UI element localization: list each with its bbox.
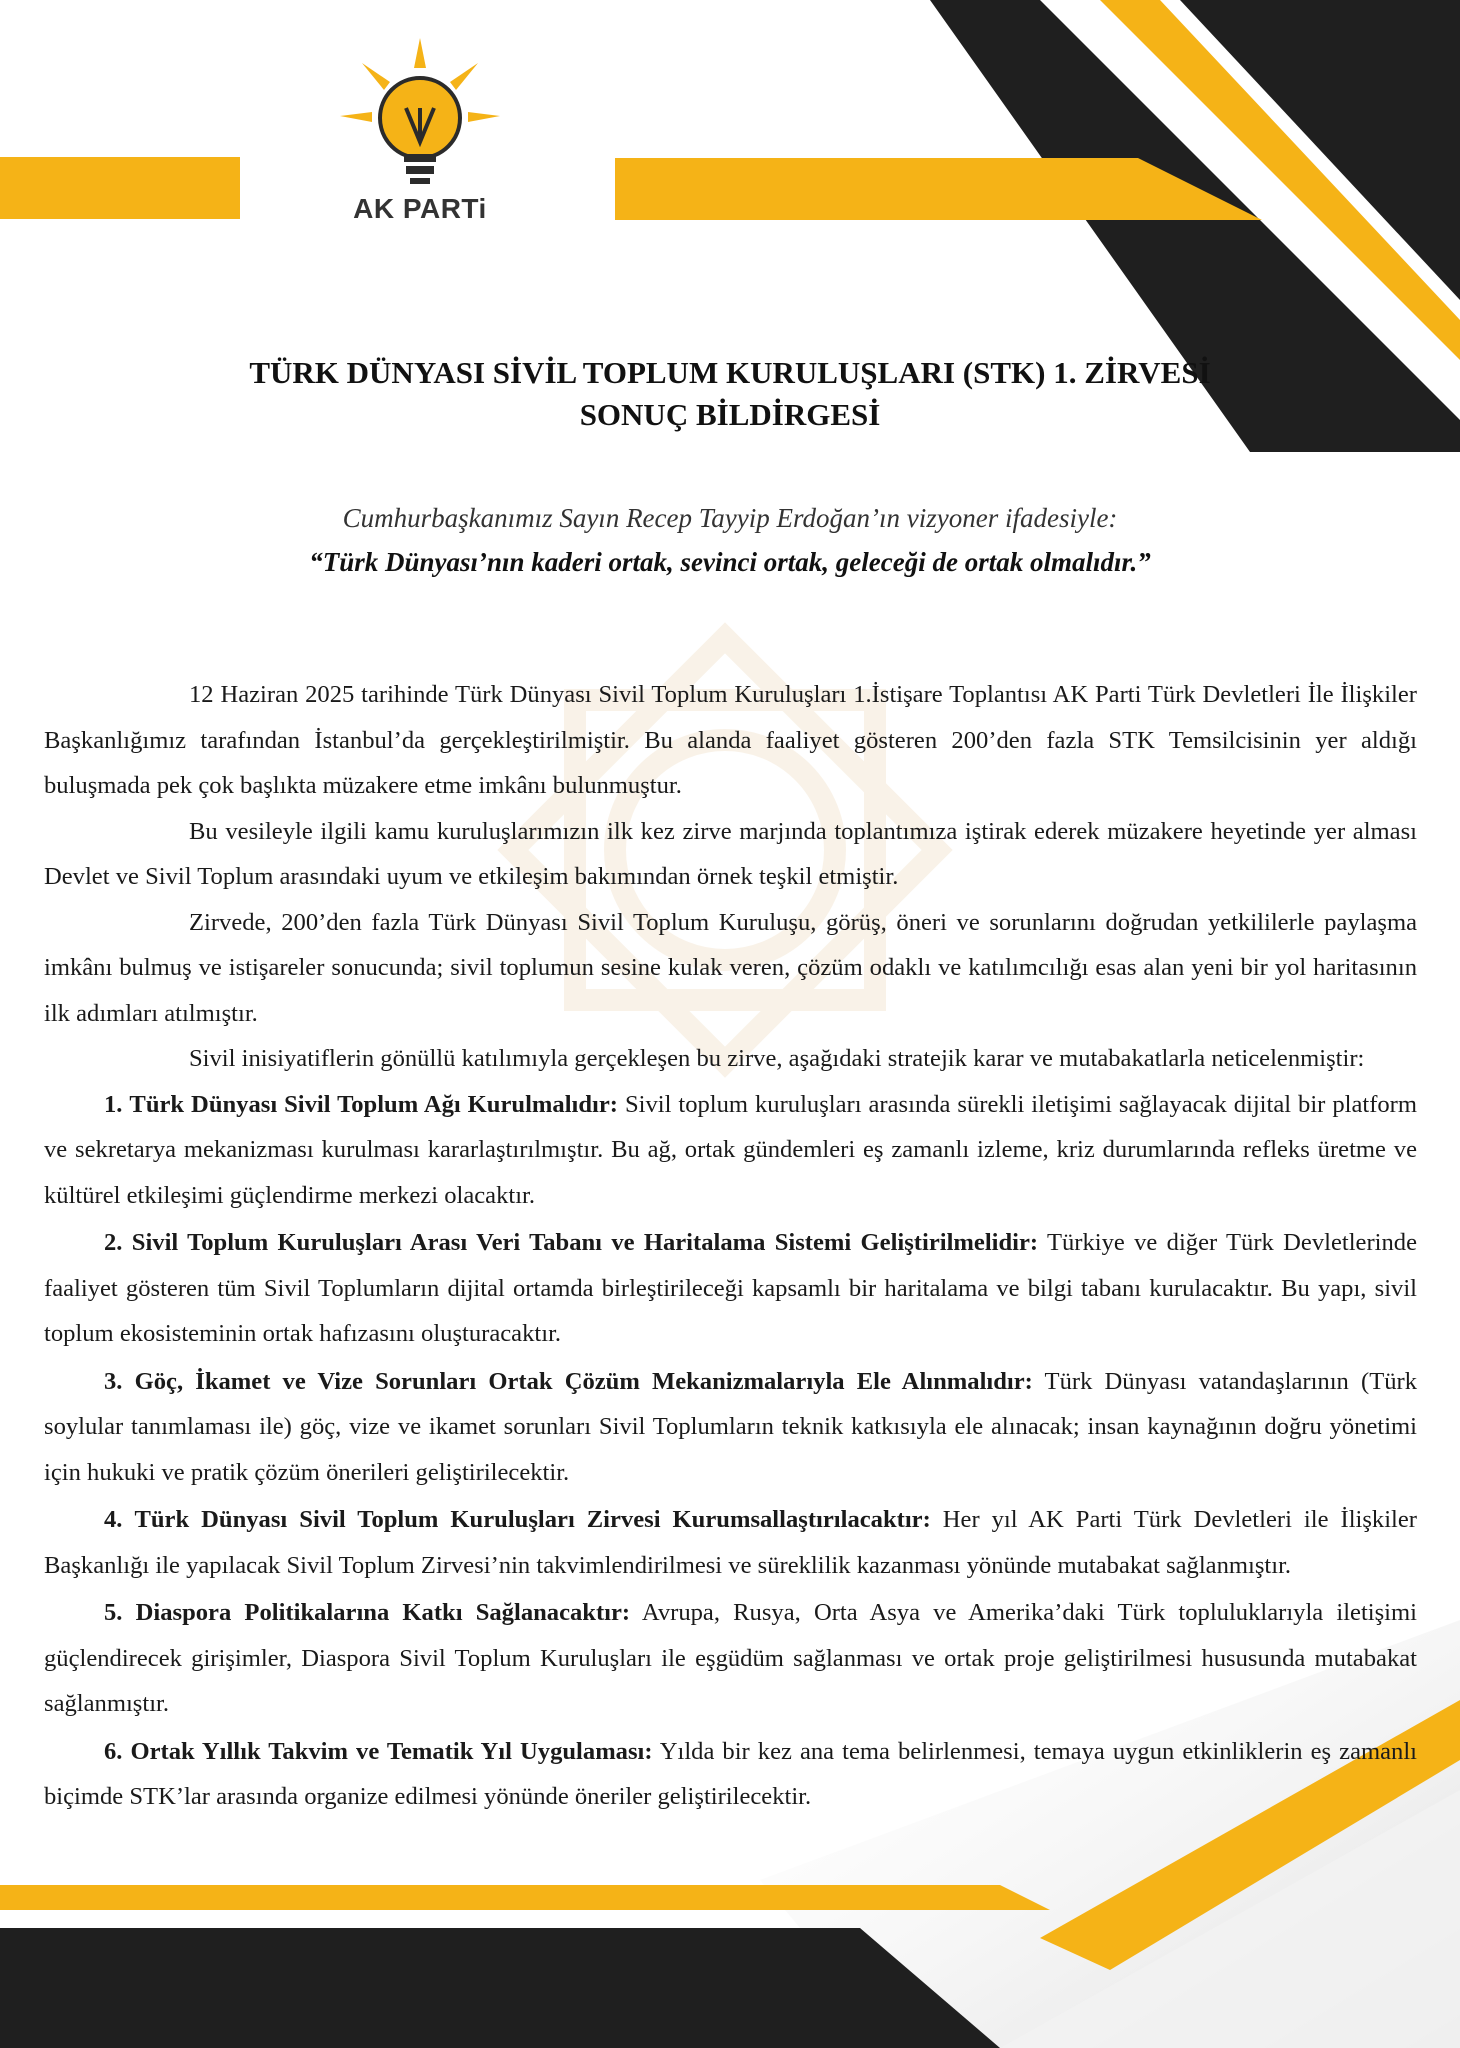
title-line-1: TÜRK DÜNYASI SİVİL TOPLUM KURULUŞLARI (STK) 1. ZİRVESİ	[249, 355, 1211, 390]
list-item	[44, 1220, 1417, 1357]
item-text: Türkiye ve diğer Türk Devletlerinde faaliyet gösteren tüm Sivil Toplumların dijital ortamda birleştirileceği kapsamlı bir haritalama ve bilgi tabanı kurulacaktır. Bu yapı, sivil toplum ekosisteminin ortak hafızasını oluşturacaktır.	[44, 1229, 1417, 1347]
list-item	[44, 1082, 1417, 1219]
logo-text: AK PARTi	[353, 193, 487, 224]
quote-intro: Cumhurbaşkanımız Sayın Recep Tayyip Erdoğan’ın vizyoner ifadesiyle:	[342, 503, 1118, 533]
item-heading: Sivil Toplum Kuruluşları Arası Veri Tabanı ve Haritalama Sistemi Geliştirilmelidir:	[131, 1229, 1039, 1256]
item-text: Sivil toplum kuruluşları arasında sürekli iletişimi sağlayacak dijital bir platform ve sekretarya mekanizması kurulması kararlaştırılmıştır. Bu ağ, ortak gündemleri eş zamanlı izleme, kriz durumlarında refleks üretme ve kültürel etkileşimi güçlendirme merkezi olacaktır.	[44, 1090, 1417, 1209]
list-item	[44, 1590, 1417, 1727]
item-heading: Türk Dünyası Sivil Toplum Kuruluşları Zirvesi Kurumsallaştırılacaktır:	[134, 1506, 931, 1533]
document-title	[130, 352, 1330, 436]
item-number: 2.	[104, 1229, 123, 1256]
title-line-2: SONUÇ BİLDİRGESİ	[579, 397, 881, 432]
item-text: Yılda bir kez ana tema belirlenmesi, temaya uygun etkinliklerin eş zamanlı biçimde STK’lar arasında organize edilmesi yönünde öneriler geliştirilecektir.	[44, 1737, 1418, 1810]
top-left-yellow-band	[0, 157, 240, 219]
item-number: 4.	[104, 1506, 123, 1533]
list-item	[44, 1729, 1417, 1820]
item-number: 6.	[104, 1737, 123, 1765]
bulb-base	[404, 154, 436, 162]
item-text: Avrupa, Rusya, Orta Asya ve Amerika’daki Türk topluluklarıyla iletişimi güçlendirecek girişimler, Diaspora Sivil Toplum Kuruluşları ile eşgüdüm sağlanması ve ortak proje geliştirilmesi hususunda mutabakat sağlanmıştır.	[44, 1599, 1417, 1717]
item-number: 1.	[104, 1090, 123, 1118]
lightbulb-icon	[340, 38, 500, 193]
list-item	[44, 1497, 1417, 1588]
item-heading: Göç, İkamet ve Vize Sorunları Ortak Çözüm Mekanizmalarıyla Ele Alınmalıdır:	[134, 1367, 1033, 1395]
list-item	[44, 1359, 1417, 1496]
item-heading: Türk Dünyası Sivil Toplum Ağı Kurulmalıdır:	[129, 1090, 618, 1118]
decision-list	[44, 1082, 1417, 1820]
ak-parti-logo	[340, 38, 500, 238]
bottom-black-band	[0, 1928, 1000, 2048]
document-body	[44, 672, 1417, 1822]
item-text: Her yıl AK Parti Türk Devletleri ile İlişkiler Başkanlığı ile yapılacak Sivil Toplum Zirvesi’nin takvimlendirilmesi ve süreklilik kazanması yönünde mutabakat sağlanmıştır.	[44, 1506, 1417, 1579]
paragraph-2: Bu vesileyle ilgili kamu kuruluşlarımızın ilk kez zirve marjında toplantımıza iştirak ederek müzakere heyetinde yer alması Devlet ve Sivil Toplum arasındaki uyum ve etkileşim bakımından örnek teşkil etmiştir.	[44, 817, 1417, 890]
paragraph-4: Sivil inisiyatiflerin gönüllü katılımıyla gerçekleşen bu zirve, aşağıdaki stratejik karar ve mutabakatlarla neticelenmiştir:	[189, 1045, 1365, 1072]
bottom-yellow-band	[0, 1885, 1050, 1910]
paragraph-1: 12 Haziran 2025 tarihinde Türk Dünyası Sivil Toplum Kuruluşları 1.İstişare Toplantısı AK Parti Türk Devletleri İle İlişkiler Başkanlığımız tarafından İstanbul’da gerçekleştirilmiştir. Bu alanda faaliyet gösteren 200’den fazla STK Temsilcisinin yer aldığı buluşmada pek çok başlıkta müzakere etme imkânı bulunmuştur.	[44, 681, 1417, 799]
paragraph-3: Zirvede, 200’den fazla Türk Dünyası Sivil Toplum Kuruluşu, görüş, öneri ve sorunlarını doğrudan yetkililerle paylaşma imkânı bulmuş ve istişareler sonucunda; sivil toplumun sesine kulak veren, çözüm odaklı ve katılımcılığı esas alan yeni bir yol haritasının ilk adımları atılmıştır.	[44, 908, 1417, 1027]
quote-text: “Türk Dünyası’nın kaderi ortak, sevinci ortak, geleceği de ortak olmalıdır.”	[309, 547, 1151, 577]
quote-block	[130, 496, 1330, 584]
item-number: 5.	[104, 1599, 123, 1626]
item-text: Türk Dünyası vatandaşlarının (Türk soylular tanımlaması ile) göç, vize ve ikamet sorunları Sivil Toplumların teknik katkısıyla ele alınacak; insan kaynağının doğru yönetimi için hukuki ve pratik çözüm önerileri geliştirilecektir.	[44, 1367, 1417, 1486]
item-heading: Ortak Yıllık Takvim ve Tematik Yıl Uygulaması:	[130, 1737, 653, 1765]
item-number: 3.	[104, 1367, 123, 1395]
item-heading: Diaspora Politikalarına Katkı Sağlanacaktır:	[135, 1599, 631, 1626]
